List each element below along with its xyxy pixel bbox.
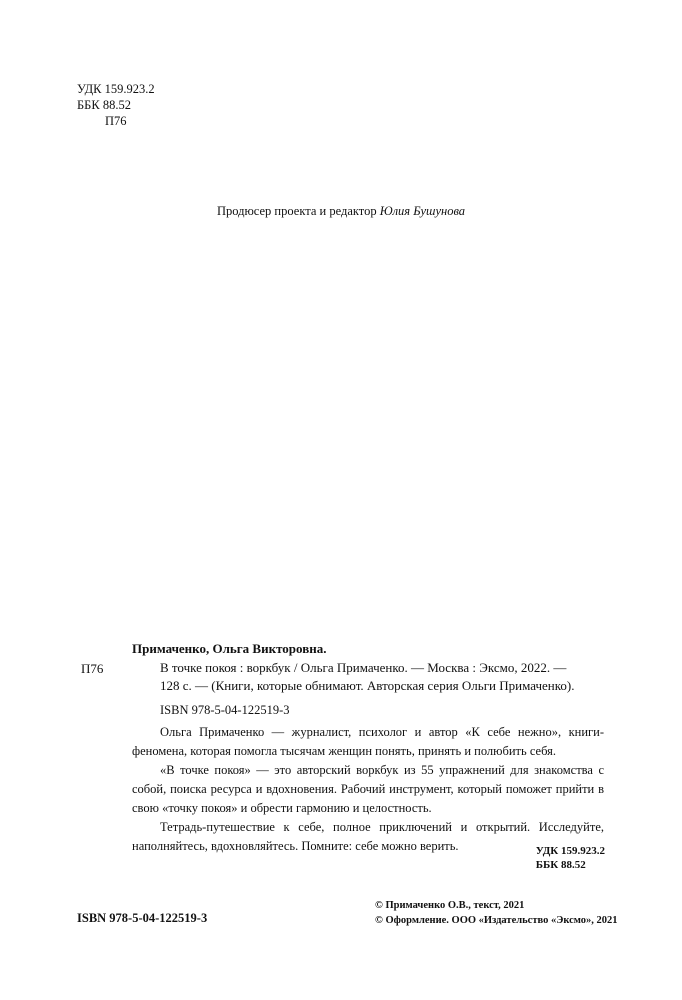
catalog-entry-line: 128 с. — (Книги, которые обнимают. Авторская серия Ольги Примаченко). [160, 678, 575, 693]
top-classification-codes [77, 81, 155, 129]
bbk-code: ББК 88.52 [77, 98, 131, 112]
catalog-entry-line: В точке покоя : воркбук / Ольга Примаченко. — Москва : Эксмо, 2022. — [160, 660, 567, 675]
udk-code: УДК 159.923.2 [77, 82, 155, 96]
editor-name: Юлия Бушунова [379, 204, 466, 218]
annotation-paragraph: Тетрадь-путешествие к себе, полное приключений и открытий. Исследуйте, наполняйтесь, вдохновляйтесь. Помните: себе можно верить. [132, 820, 604, 853]
producer-credit [0, 204, 682, 219]
bottom-classification-codes [536, 844, 605, 872]
copyright-block [375, 898, 618, 928]
udk-code-bottom: УДК 159.923.2 [535, 845, 605, 857]
catalog-isbn: ISBN 978-5-04-122519-3 [160, 703, 290, 717]
author-heading: Примаченко, Ольга Викторовна. [132, 641, 327, 656]
copyright-text: © Примаченко О.В., текст, 2021 [375, 900, 525, 911]
annotation [132, 723, 604, 856]
catalog-cutter-code: П76 [81, 661, 104, 676]
producer-label: Продюсер проекта и редактор [216, 204, 377, 218]
annotation-paragraph: Ольга Примаченко — журналист, психолог и автор «К себе нежно», книги-феномена, которая помогла тысячам женщин понять, принять и полюбить себя. [132, 725, 604, 758]
cutter-code: П76 [105, 114, 127, 128]
footer-isbn: ISBN 978-5-04-122519-3 [77, 911, 208, 925]
catalog-entry [160, 659, 604, 695]
bbk-code-bottom: ББК 88.52 [535, 859, 586, 871]
annotation-paragraph: «В точке покоя» — это авторский воркбук из 55 упражнений для знакомства с собой, поиска ресурса и вдохновения. Рабочий инструмент, который поможет прийти в свою «точку покоя» и обрести гармонию и целостность. [132, 763, 604, 815]
copyright-design: © Оформление. ООО «Издательство «Эксмо», 2021 [375, 915, 618, 926]
